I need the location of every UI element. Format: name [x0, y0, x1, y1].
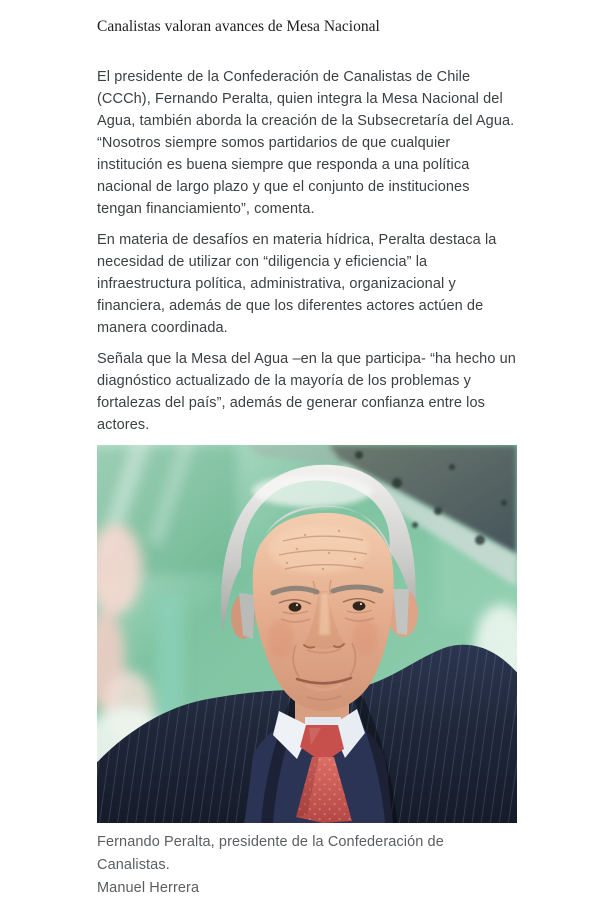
photo-credit: Manuel Herrera	[97, 880, 200, 896]
photo-caption	[97, 831, 518, 904]
article-paragraph-1: El presidente de la Confederación de Canalistas de Chile (CCCh), Fernando Peralta, quien integra la Mesa Nacional del Agua, también aborda la creación de la Subsecretaría del Agua. “Nosotros siempre somos partidarios de que cualquier institución es buena siempre que responda a una política nacional de largo plazo y que el conjunto de instituciones tengan financiamiento”, comenta.	[97, 69, 515, 217]
article-title: Canalistas valoran avances de Mesa Nacional	[97, 18, 380, 35]
article-paragraph-3: Señala que la Mesa del Agua –en la que participa- “ha hecho un diagnóstico actualizado de la mayoría de los problemas y fortalezas del país”, además de generar confianza entre los actores.	[97, 351, 516, 433]
portrait-photo	[97, 445, 517, 823]
portrait-photo-art	[97, 445, 517, 823]
photo-caption-text: Fernando Peralta, presidente de la Confederación de Canalistas.	[97, 834, 444, 873]
photo-figure	[97, 445, 518, 904]
article-paragraph-2: En materia de desafíos en materia hídrica, Peralta destaca la necesidad de utilizar con “diligencia y eficiencia” la infraestructura política, administrativa, organizacional y financiera, además de que los diferentes actores actúen de manera coordinada.	[97, 232, 497, 336]
